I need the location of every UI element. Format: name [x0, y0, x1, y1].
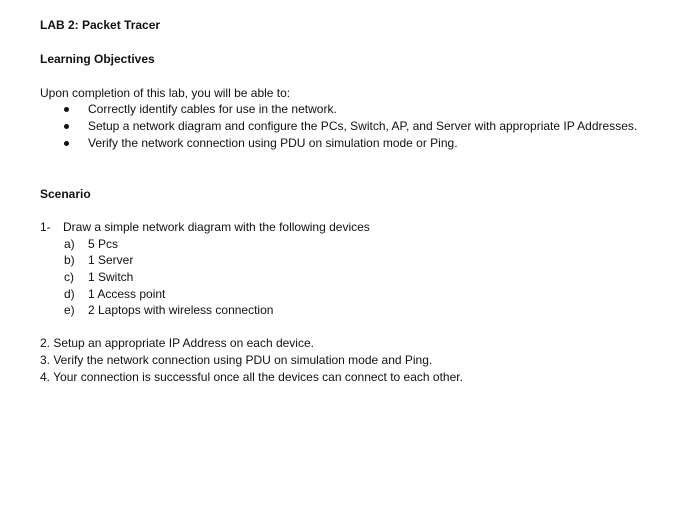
scenario-heading: Scenario	[40, 187, 91, 201]
subitem-text: 1 Switch	[88, 270, 134, 284]
objectives-intro: Upon completion of this lab, you will be able to:	[40, 86, 291, 100]
objective-item: Setup a network diagram and configure the PCs, Switch, AP, and Server with appropriate IP Addresses.	[88, 119, 638, 133]
step-1-text: Draw a simple network diagram with the following devices	[63, 220, 370, 234]
subitem-text: 1 Access point	[88, 287, 166, 301]
subitem-marker: a)	[64, 237, 75, 251]
document-title: LAB 2: Packet Tracer	[40, 18, 161, 32]
subitem-text: 5 Pcs	[88, 237, 119, 251]
subitem-marker: d)	[64, 287, 75, 301]
step-2-text: 2. Setup an appropriate IP Address on each device.	[40, 336, 314, 350]
subitem-text: 1 Server	[88, 253, 134, 267]
bullet-icon	[64, 107, 69, 112]
subitem-marker: c)	[64, 270, 74, 284]
objective-item: Correctly identify cables for use in the network.	[88, 102, 337, 116]
step-marker: 1-	[40, 220, 51, 234]
subitem-marker: b)	[64, 253, 75, 267]
objective-item: Verify the network connection using PDU on simulation mode or Ping.	[88, 136, 458, 150]
objectives-heading: Learning Objectives	[40, 52, 155, 66]
bullet-icon	[64, 141, 69, 146]
step-3-text: 3. Verify the network connection using PDU on simulation mode and Ping.	[40, 353, 433, 367]
subitem-marker: e)	[64, 303, 75, 317]
step-4-text: 4. Your connection is successful once all the devices can connect to each other.	[40, 370, 463, 384]
subitem-text: 2 Laptops with wireless connection	[88, 303, 274, 317]
bullet-icon	[64, 124, 69, 129]
